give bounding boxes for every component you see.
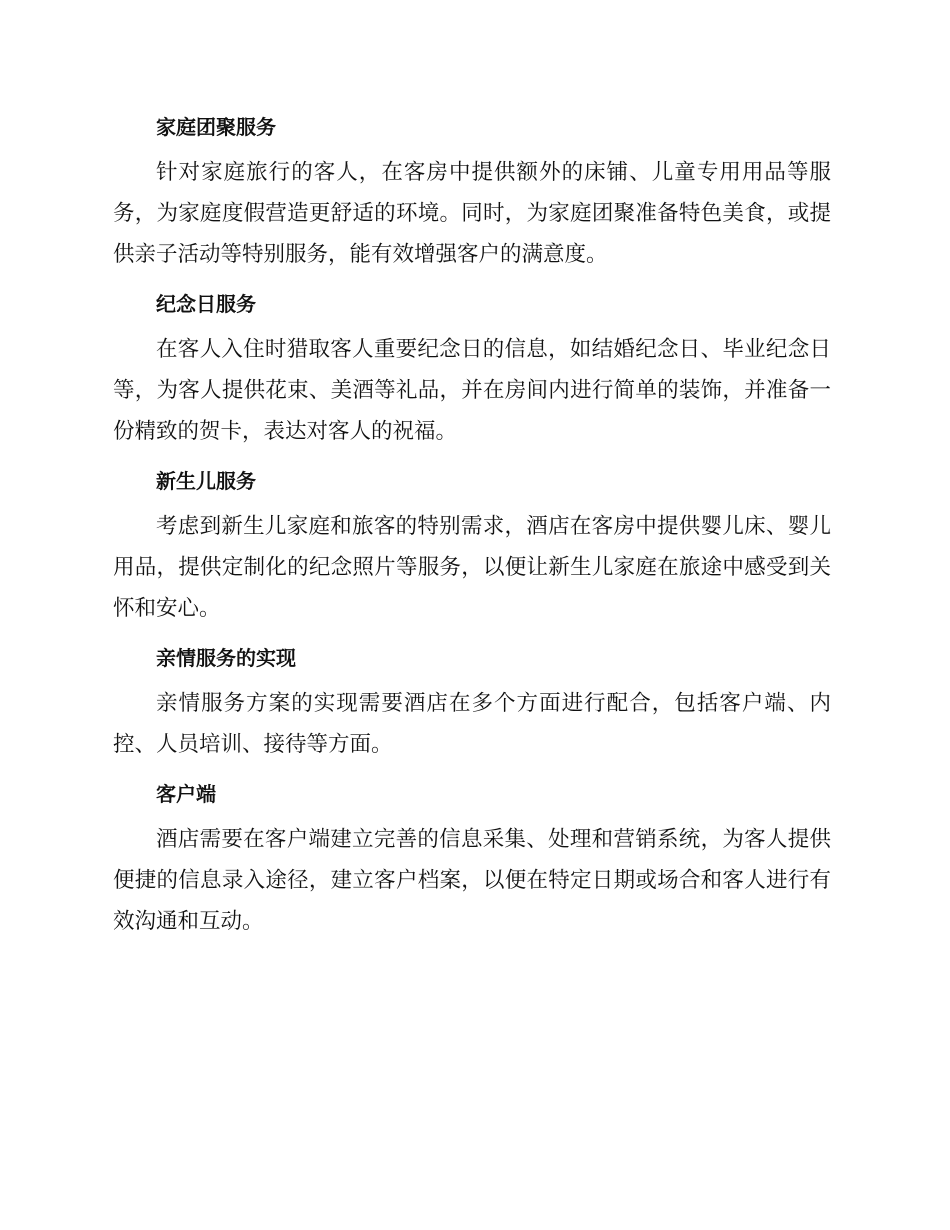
section-heading: 亲情服务的实现 (156, 646, 296, 670)
section-family-reunion (113, 108, 831, 275)
section-newborn (113, 462, 831, 629)
section-paragraph: 针对家庭旅行的客人，在客房中提供额外的床铺、儿童专用用品等服务，为家庭度假营造更舒适的环境。同时，为家庭团聚准备特色美食，或提供亲子活动等特别服务，能有效增强客户的满意度。 (113, 160, 831, 267)
document-content (113, 108, 831, 952)
section-heading: 家庭团聚服务 (156, 115, 276, 139)
section-implementation (113, 639, 831, 765)
section-paragraph: 亲情服务方案的实现需要酒店在多个方面进行配合，包括客户端、内控、人员培训、接待等方面。 (113, 691, 831, 757)
section-paragraph: 酒店需要在客户端建立完善的信息采集、处理和营销系统，为客人提供便捷的信息录入途径，建立客户档案，以便在特定日期或场合和客人进行有效沟通和互动。 (113, 827, 831, 934)
section-client (113, 775, 831, 942)
section-heading: 客户端 (156, 782, 216, 806)
section-anniversary (113, 285, 831, 452)
section-heading: 新生儿服务 (156, 469, 256, 493)
section-paragraph: 考虑到新生儿家庭和旅客的特别需求，酒店在客房中提供婴儿床、婴儿用品，提供定制化的纪念照片等服务，以便让新生儿家庭在旅途中感受到关怀和安心。 (113, 514, 831, 621)
section-paragraph: 在客人入住时猎取客人重要纪念日的信息，如结婚纪念日、毕业纪念日等，为客人提供花束、美酒等礼品，并在房间内进行简单的装饰，并准备一份精致的贺卡，表达对客人的祝福。 (113, 337, 831, 444)
section-heading: 纪念日服务 (156, 292, 256, 316)
